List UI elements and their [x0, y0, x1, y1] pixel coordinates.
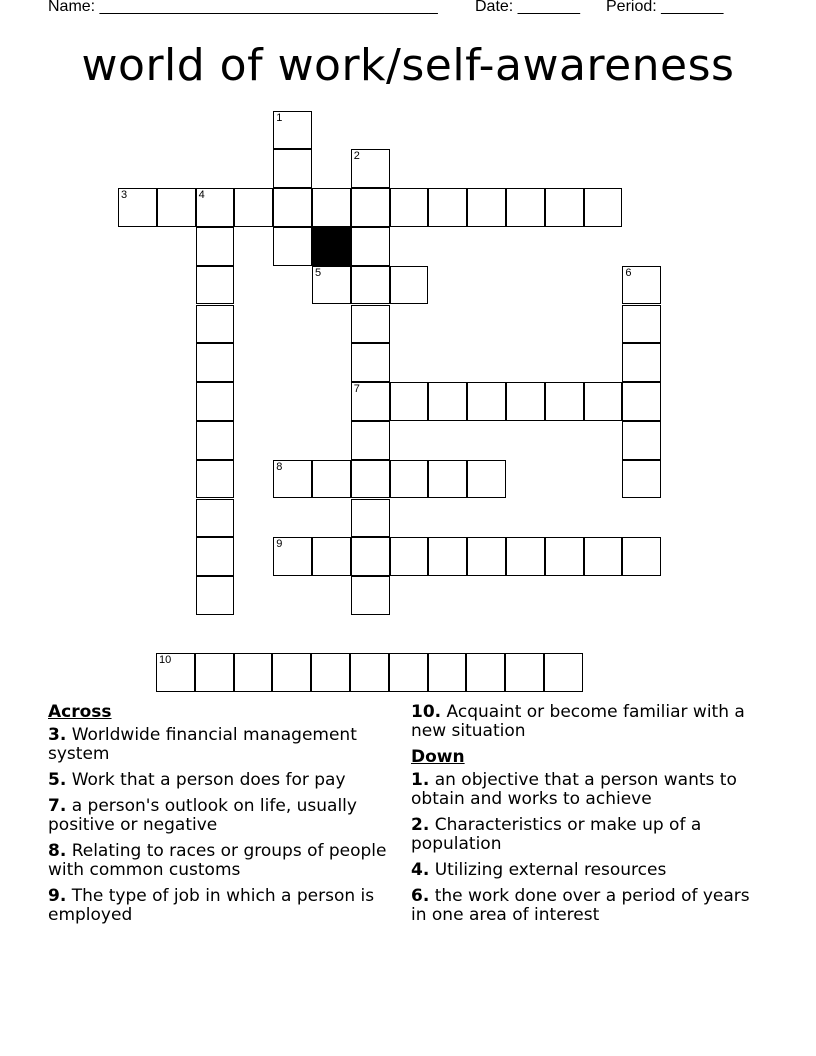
crossword-cell[interactable] [390, 537, 429, 576]
clue-number: 7. [48, 796, 67, 816]
crossword-cell[interactable] [273, 111, 312, 150]
crossword-cell[interactable] [234, 653, 273, 692]
crossword-cell[interactable] [196, 537, 235, 576]
crossword-cell[interactable] [466, 653, 505, 692]
clue-text: Characteristics or make up of a population [411, 815, 702, 854]
crossword-cell[interactable] [584, 382, 623, 421]
crossword-cell[interactable] [622, 382, 661, 421]
crossword-cell[interactable] [545, 537, 584, 576]
crossword-cell[interactable] [196, 188, 235, 227]
clue-text: the work done over a period of years in one area of interest [411, 886, 750, 925]
right-clue-column [411, 703, 756, 932]
puzzle-title: world of work/self-awareness [81, 40, 735, 91]
period-field[interactable]: Period: _______ [606, 0, 724, 15]
crossword-cell[interactable] [273, 149, 312, 188]
clue-across-5 [48, 771, 388, 790]
crossword-cell[interactable] [428, 382, 467, 421]
clue-text: a person's outlook on life, usually positive or negative [48, 796, 357, 835]
crossword-cell[interactable] [351, 460, 390, 499]
crossword-cell[interactable] [351, 421, 390, 460]
crossword-cell[interactable] [351, 227, 390, 266]
date-field[interactable]: Date: _______ [475, 0, 580, 15]
crossword-cell[interactable] [157, 188, 196, 227]
crossword-cell[interactable] [351, 266, 390, 305]
crossword-cell[interactable] [273, 188, 312, 227]
clue-text: The type of job in which a person is employed [48, 886, 375, 925]
clue-text: Work that a person does for pay [71, 770, 346, 790]
clue-down-4 [411, 861, 756, 880]
crossword-cell[interactable] [195, 653, 234, 692]
crossword-cell[interactable] [196, 421, 235, 460]
crossword-cell[interactable] [622, 460, 661, 499]
crossword-cell[interactable] [505, 653, 544, 692]
crossword-cell[interactable] [196, 499, 235, 538]
clue-number: 8. [48, 841, 67, 861]
crossword-cell[interactable] [544, 653, 583, 692]
crossword-cell[interactable] [350, 653, 389, 692]
crossword-cell[interactable] [312, 537, 351, 576]
crossword-cell[interactable] [273, 537, 312, 576]
clue-across-9 [48, 887, 388, 925]
clue-text: Acquaint or become familiar with a new situation [411, 702, 745, 741]
black-square [312, 227, 351, 266]
clue-number: 3. [48, 725, 67, 745]
clue-number-label: 4 [198, 189, 205, 202]
crossword-cell[interactable] [351, 343, 390, 382]
crossword-cell[interactable] [467, 460, 506, 499]
crossword-cell[interactable] [390, 266, 429, 305]
clue-across-8 [48, 842, 388, 880]
clue-across-10 [411, 703, 756, 741]
crossword-cell[interactable] [622, 266, 661, 305]
crossword-cell[interactable] [351, 382, 390, 421]
clue-down-6 [411, 887, 756, 925]
crossword-cell[interactable] [312, 266, 351, 305]
crossword-cell[interactable] [234, 188, 273, 227]
name-field[interactable]: Name: ______________________________________ [48, 0, 438, 15]
crossword-cell[interactable] [390, 188, 429, 227]
crossword-cell[interactable] [351, 537, 390, 576]
crossword-cell[interactable] [545, 188, 584, 227]
crossword-cell[interactable] [118, 188, 157, 227]
crossword-cell[interactable] [584, 537, 623, 576]
crossword-cell[interactable] [196, 460, 235, 499]
crossword-cell[interactable] [351, 188, 390, 227]
crossword-cell[interactable] [312, 460, 351, 499]
crossword-cell[interactable] [428, 537, 467, 576]
clue-number: 6. [411, 886, 430, 906]
crossword-cell[interactable] [351, 499, 390, 538]
crossword-cell[interactable] [196, 576, 235, 615]
crossword-cell[interactable] [428, 460, 467, 499]
crossword-cell[interactable] [622, 537, 661, 576]
clue-text: Worldwide financial management system [48, 725, 357, 764]
crossword-cell[interactable] [311, 653, 350, 692]
clue-number-label: 10 [159, 654, 172, 666]
clue-text: an objective that a person wants to obtain and works to achieve [411, 770, 737, 809]
crossword-cell[interactable] [390, 460, 429, 499]
clue-number: 5. [48, 770, 67, 790]
clue-number: 9. [48, 886, 67, 906]
crossword-cell[interactable] [196, 382, 235, 421]
clue-number-label: 1 [276, 111, 283, 124]
clue-down-1 [411, 771, 756, 809]
clue-number-label: 8 [276, 460, 283, 473]
clue-across-3 [48, 726, 388, 764]
across-heading: Across [48, 702, 112, 722]
crossword-cell[interactable] [467, 537, 506, 576]
crossword-cell[interactable] [273, 460, 312, 499]
clue-number: 1. [411, 770, 430, 790]
clue-down-2 [411, 816, 756, 854]
clue-number: 10. [411, 702, 442, 722]
crossword-cell[interactable] [506, 537, 545, 576]
clue-number-label: 7 [353, 383, 360, 396]
crossword-cell[interactable] [351, 576, 390, 615]
crossword-cell[interactable] [351, 149, 390, 188]
crossword-cell[interactable] [428, 188, 467, 227]
clue-number: 2. [411, 815, 430, 835]
crossword-cell[interactable] [622, 421, 661, 460]
crossword-cell[interactable] [545, 382, 584, 421]
crossword-cell[interactable] [196, 227, 235, 266]
clue-number-label: 9 [276, 538, 283, 551]
clue-number: 4. [411, 860, 430, 880]
crossword-cell[interactable] [584, 188, 623, 227]
crossword-cell[interactable] [272, 653, 311, 692]
clue-number-label: 3 [121, 189, 128, 202]
crossword-cell[interactable] [506, 188, 545, 227]
clue-across-7 [48, 797, 388, 835]
crossword-cell[interactable] [351, 305, 390, 344]
crossword-cell[interactable] [273, 227, 312, 266]
clue-text: Utilizing external resources [434, 860, 667, 880]
clue-text: Relating to races or groups of people with common customs [48, 841, 387, 880]
clue-number-label: 5 [315, 266, 322, 279]
crossword-cell[interactable] [312, 188, 351, 227]
crossword-cell[interactable] [622, 343, 661, 382]
crossword-cell[interactable] [156, 653, 195, 692]
crossword-cell[interactable] [389, 653, 428, 692]
crossword-cell[interactable] [196, 305, 235, 344]
crossword-cell[interactable] [467, 382, 506, 421]
crossword-cell[interactable] [196, 343, 235, 382]
clue-number-label: 2 [353, 150, 360, 163]
crossword-cell[interactable] [196, 266, 235, 305]
down-heading: Down [411, 747, 465, 767]
crossword-cell[interactable] [428, 653, 467, 692]
crossword-cell[interactable] [622, 305, 661, 344]
across-clues [48, 703, 388, 932]
crossword-cell[interactable] [506, 382, 545, 421]
clue-number-label: 6 [625, 266, 632, 279]
crossword-cell[interactable] [467, 188, 506, 227]
crossword-cell[interactable] [390, 382, 429, 421]
